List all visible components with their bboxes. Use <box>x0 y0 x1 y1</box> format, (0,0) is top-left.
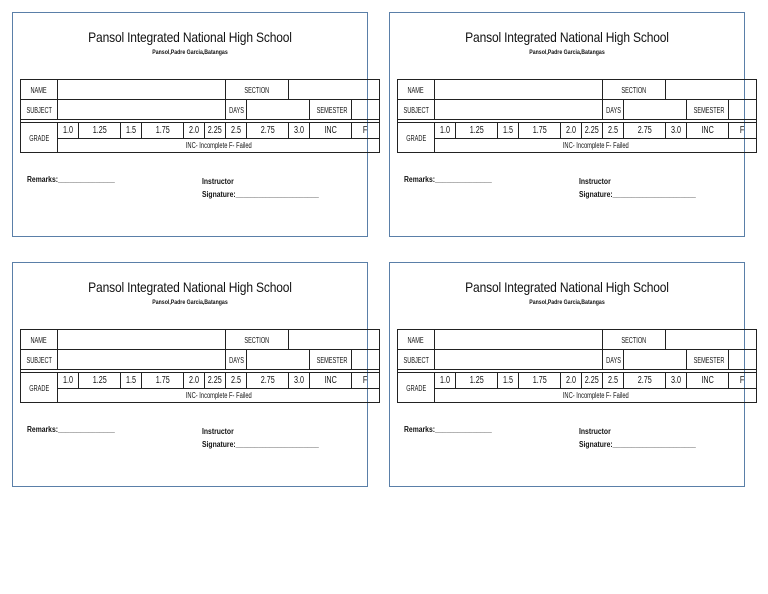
instructor-signature <box>579 425 696 451</box>
grade-table <box>397 79 757 153</box>
grade-option[interactable]: 3.0 <box>666 373 687 389</box>
section-field[interactable] <box>666 80 757 100</box>
subject-label: SUBJECT <box>21 100 58 120</box>
grade-option[interactable]: 2.25 <box>582 123 603 139</box>
instructor-label: Instructor <box>202 177 234 186</box>
grade-option[interactable]: 2.75 <box>247 123 289 139</box>
grade-option[interactable]: 1.5 <box>121 123 142 139</box>
grade-option[interactable]: 2.5 <box>603 123 624 139</box>
grade-option[interactable]: 1.5 <box>121 373 142 389</box>
school-address: Pansol,Padre Garcia,Batangas <box>529 49 605 56</box>
grade-option[interactable]: F <box>352 373 380 389</box>
grade-slip-card <box>389 12 745 237</box>
grade-legend: INC- Incomplete F- Failed <box>58 139 380 153</box>
grade-slip-card <box>389 262 745 487</box>
grade-option[interactable]: 2.75 <box>624 373 666 389</box>
subject-field[interactable] <box>58 100 226 120</box>
grade-option[interactable]: 1.25 <box>456 123 498 139</box>
school-name: Pansol Integrated National High School <box>465 29 669 45</box>
instructor-label: Instructor <box>579 427 611 436</box>
section-label: SECTION <box>603 80 666 100</box>
grade-option[interactable]: 2.25 <box>205 373 226 389</box>
days-label: DAYS <box>603 100 624 120</box>
semester-field[interactable] <box>352 100 380 120</box>
grade-option[interactable]: 1.25 <box>456 373 498 389</box>
section-field[interactable] <box>289 330 380 350</box>
grade-label: GRADE <box>21 373 58 403</box>
school-name: Pansol Integrated National High School <box>465 279 669 295</box>
remarks-line: Remarks:_______________ <box>27 425 115 434</box>
remarks-line: Remarks:_______________ <box>404 175 492 184</box>
days-field[interactable] <box>247 350 310 370</box>
days-field[interactable] <box>624 100 687 120</box>
instructor-signature <box>202 425 319 451</box>
semester-field[interactable] <box>352 350 380 370</box>
grade-option[interactable]: 1.0 <box>58 373 79 389</box>
semester-label: SEMESTER <box>687 100 729 120</box>
name-field[interactable] <box>435 80 603 100</box>
grade-option[interactable]: 1.75 <box>142 373 184 389</box>
grade-option[interactable]: 2.25 <box>582 373 603 389</box>
days-field[interactable] <box>624 350 687 370</box>
section-label: SECTION <box>603 330 666 350</box>
grade-option[interactable]: 1.5 <box>498 373 519 389</box>
grade-option[interactable]: 2.0 <box>184 123 205 139</box>
subject-field[interactable] <box>58 350 226 370</box>
grade-table <box>20 329 380 403</box>
grade-option[interactable]: INC <box>310 373 352 389</box>
grade-option[interactable]: 2.0 <box>561 123 582 139</box>
days-field[interactable] <box>247 100 310 120</box>
semester-field[interactable] <box>729 100 757 120</box>
grade-option[interactable]: INC <box>687 123 729 139</box>
signature-line: Signature:______________________ <box>579 440 696 449</box>
grade-legend: INC- Incomplete F- Failed <box>435 389 757 403</box>
name-field[interactable] <box>58 330 226 350</box>
grade-slip-card <box>12 12 368 237</box>
section-field[interactable] <box>666 330 757 350</box>
section-label: SECTION <box>226 330 289 350</box>
grade-option[interactable]: F <box>352 123 380 139</box>
grade-label: GRADE <box>398 373 435 403</box>
name-label: NAME <box>21 330 58 350</box>
grade-option[interactable]: INC <box>687 373 729 389</box>
grade-table <box>20 79 380 153</box>
semester-label: SEMESTER <box>310 100 352 120</box>
grade-option[interactable]: INC <box>310 123 352 139</box>
subject-label: SUBJECT <box>398 350 435 370</box>
instructor-signature <box>579 175 696 201</box>
grade-option[interactable]: 2.5 <box>226 123 247 139</box>
grade-option[interactable]: 2.75 <box>624 123 666 139</box>
subject-label: SUBJECT <box>21 350 58 370</box>
grade-legend: INC- Incomplete F- Failed <box>58 389 380 403</box>
signature-line: Signature:______________________ <box>202 440 319 449</box>
grade-option[interactable]: 1.75 <box>142 123 184 139</box>
instructor-label: Instructor <box>579 177 611 186</box>
school-address: Pansol,Padre Garcia,Batangas <box>152 49 228 56</box>
signature-line: Signature:______________________ <box>579 190 696 199</box>
name-label: NAME <box>398 80 435 100</box>
grade-option[interactable]: 2.25 <box>205 123 226 139</box>
grade-option[interactable]: 1.0 <box>58 123 79 139</box>
subject-field[interactable] <box>435 350 603 370</box>
name-label: NAME <box>398 330 435 350</box>
grade-option[interactable]: 1.75 <box>519 373 561 389</box>
grade-option[interactable]: F <box>729 373 757 389</box>
grade-option[interactable]: 2.0 <box>184 373 205 389</box>
instructor-label: Instructor <box>202 427 234 436</box>
grade-option[interactable]: 3.0 <box>289 123 310 139</box>
grade-option[interactable]: 1.0 <box>435 373 456 389</box>
grade-option[interactable]: 1.0 <box>435 123 456 139</box>
grade-option[interactable]: 1.5 <box>498 123 519 139</box>
grade-slip-card <box>12 262 368 487</box>
semester-field[interactable] <box>729 350 757 370</box>
grade-option[interactable]: 1.25 <box>79 123 121 139</box>
school-name: Pansol Integrated National High School <box>88 29 292 45</box>
days-label: DAYS <box>603 350 624 370</box>
signature-line: Signature:______________________ <box>202 190 319 199</box>
grade-label: GRADE <box>21 123 58 153</box>
grade-option[interactable]: 1.75 <box>519 123 561 139</box>
subject-label: SUBJECT <box>398 100 435 120</box>
remarks-line: Remarks:_______________ <box>27 175 115 184</box>
grade-option[interactable]: 1.25 <box>79 373 121 389</box>
days-label: DAYS <box>226 350 247 370</box>
name-label: NAME <box>21 80 58 100</box>
name-field[interactable] <box>435 330 603 350</box>
semester-label: SEMESTER <box>310 350 352 370</box>
grade-option[interactable]: 3.0 <box>666 123 687 139</box>
grade-option[interactable]: 2.0 <box>561 373 582 389</box>
name-field[interactable] <box>58 80 226 100</box>
grade-legend: INC- Incomplete F- Failed <box>435 139 757 153</box>
grade-table <box>397 329 757 403</box>
section-field[interactable] <box>289 80 380 100</box>
grade-option[interactable]: 3.0 <box>289 373 310 389</box>
grade-option[interactable]: 2.5 <box>226 373 247 389</box>
grade-option[interactable]: 2.5 <box>603 373 624 389</box>
days-label: DAYS <box>226 100 247 120</box>
school-address: Pansol,Padre Garcia,Batangas <box>152 299 228 306</box>
school-address: Pansol,Padre Garcia,Batangas <box>529 299 605 306</box>
remarks-line: Remarks:_______________ <box>404 425 492 434</box>
semester-label: SEMESTER <box>687 350 729 370</box>
instructor-signature <box>202 175 319 201</box>
school-name: Pansol Integrated National High School <box>88 279 292 295</box>
grade-option[interactable]: 2.75 <box>247 373 289 389</box>
subject-field[interactable] <box>435 100 603 120</box>
grade-option[interactable]: F <box>729 123 757 139</box>
section-label: SECTION <box>226 80 289 100</box>
grade-label: GRADE <box>398 123 435 153</box>
